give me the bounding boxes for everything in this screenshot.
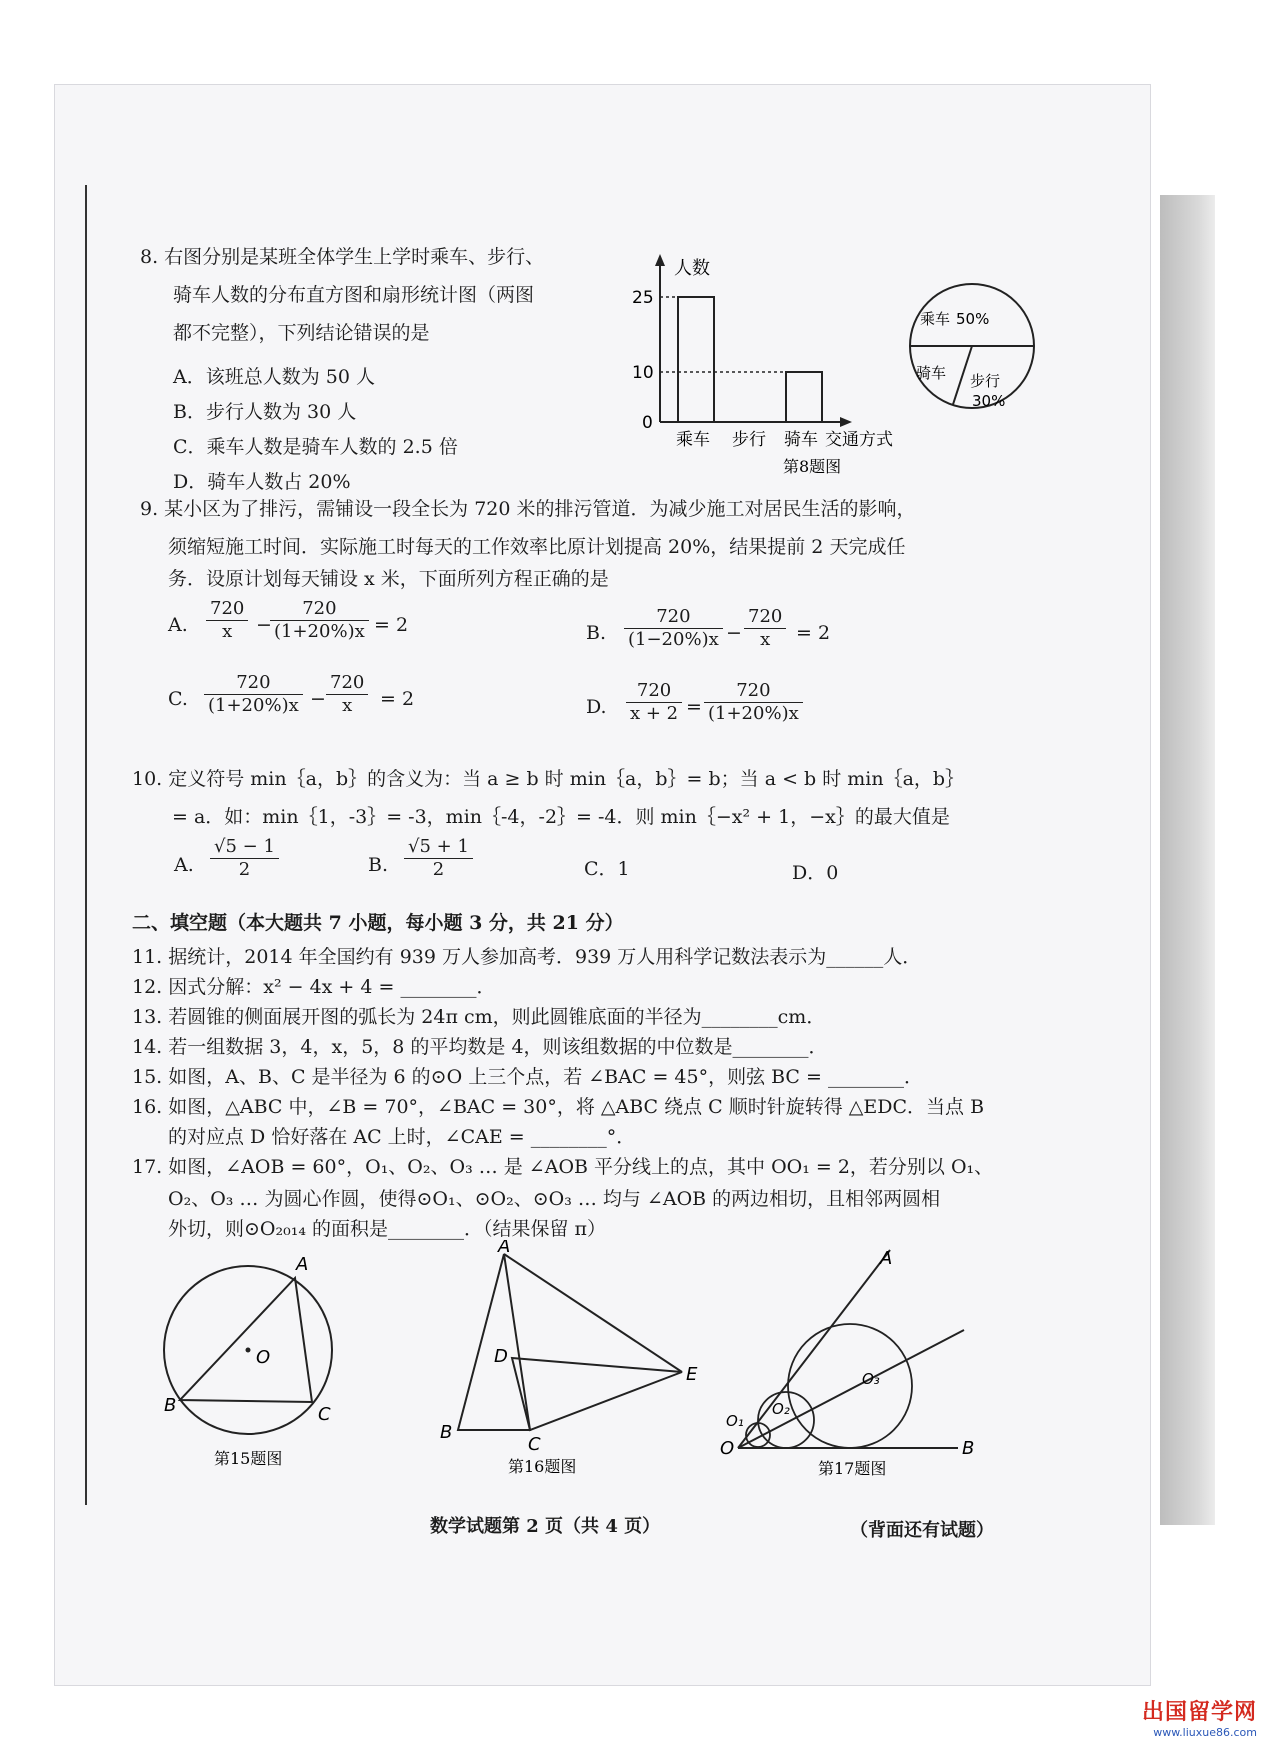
margin-line [85, 185, 87, 1505]
q9-c-op: − [310, 688, 326, 710]
q10-option-a-label: A. [174, 854, 194, 876]
q9-b-eq: = 2 [796, 622, 831, 644]
center-o [246, 1348, 251, 1353]
bar-qi-che [786, 372, 822, 422]
q10-line1: 10. 定义符号 min｛a，b｝的含义为：当 a ≥ b 时 min｛a，b｝= b；当 a < b 时 min｛a，b｝ [132, 768, 965, 790]
q15: 15. 如图，A、B、C 是半径为 6 的⊙O 上三个点，若 ∠BAC = 45°，则弦 BC = ________． [132, 1066, 923, 1088]
fig16-label-b: B [440, 1422, 453, 1443]
y-tick-10: 10 [632, 363, 654, 383]
q9-line3: 务．设原计划每天铺设 x 米，下面所列方程正确的是 [168, 568, 609, 590]
q10-option-b-label: B. [368, 854, 389, 876]
fig16 [430, 1240, 720, 1480]
q9-line1: 9. 某小区为了排污，需铺设一段全长为 720 米的排污管道．为减少施工对居民生活的影响， [140, 498, 916, 520]
q13: 13. 若圆锥的侧面展开图的弧长为 24π cm，则此圆锥底面的半径为________cm． [132, 1006, 826, 1028]
q17-line1: 17. 如图，∠AOB = 60°，O₁、O₂、O₃ … 是 ∠AOB 平分线上的点，其中 OO₁ = 2，若分别以 O₁、 [132, 1156, 994, 1178]
y-axis-arrow [655, 254, 665, 266]
q8-option-c: C．乘车人数是骑车人数的 2.5 倍 [173, 436, 458, 458]
q16-line2: 的对应点 D 恰好落在 AC 上时，∠CAE = ________°． [168, 1126, 636, 1148]
q9-option-a-label: A. [168, 614, 188, 636]
triangle-abc [458, 1254, 530, 1430]
watermark-text: 出国留学网 [1141, 1700, 1257, 1725]
fig17-label-o1: O₁ [726, 1412, 744, 1430]
q9-d-frac2: $\frac{720}{(1+20\%)x}$ [704, 680, 803, 725]
q9-b-frac2: $\frac{720}{x}$ [744, 606, 786, 651]
y-tick-25: 25 [632, 288, 654, 308]
fig17-label-o2: O₂ [772, 1400, 790, 1418]
fig17-caption: 第17题图 [818, 1459, 887, 1478]
q10-option-c: C．1 [584, 858, 630, 880]
q8-option-b: B．步行人数为 30 人 [173, 401, 357, 423]
pie-percent-bu-xing: 30% [972, 392, 1006, 410]
q9-c-frac2: $\frac{720}{x}$ [326, 672, 368, 717]
y-tick-0: 0 [642, 413, 653, 433]
circle-o3 [788, 1324, 912, 1448]
pie-label-cheng-che: 乘车 [920, 310, 951, 328]
q9-a-eq: = 2 [374, 614, 409, 636]
fig15 [150, 1240, 380, 1480]
q8-option-a: A．该班总人数为 50 人 [173, 366, 375, 388]
watermark [1142, 1695, 1257, 1739]
bisector [738, 1330, 964, 1448]
triangle-edc [512, 1358, 682, 1430]
fig16-label-a: A [498, 1240, 511, 1257]
watermark-url: www.liuxue86.com [1153, 1726, 1257, 1739]
q9-a-frac1: $\frac{720}{x}$ [206, 598, 248, 643]
fig15-label-b: B [164, 1395, 177, 1416]
x-cat-bu-xing: 步行 [732, 430, 766, 450]
q9-b-op: − [726, 622, 742, 644]
fig16-label-c: C [528, 1434, 541, 1455]
scan-shadow [1160, 195, 1215, 1525]
fig15-label-o: O [256, 1347, 271, 1368]
q10-option-d: D．0 [792, 862, 839, 884]
q9-option-c-label: C. [168, 688, 188, 710]
fig16-caption: 第16题图 [508, 1457, 577, 1476]
segment-ae [504, 1254, 682, 1372]
pie-percent-cheng-che: 50% [956, 310, 990, 328]
q9-b-frac1: $\frac{720}{(1-20\%)x}$ [624, 606, 723, 651]
q16-line1: 16. 如图，△ABC 中，∠B = 70°，∠BAC = 30°，将 △ABC 绕点 C 顺时针旋转得 △EDC．当点 B [132, 1096, 985, 1118]
q10-b-frac: $\frac{√5 + 1}{2}$ [404, 836, 473, 881]
q8-figure-caption: 第8题图 [783, 457, 842, 476]
x-axis-label: 交通方式 [825, 430, 893, 450]
pie-label-qi-che: 骑车 [916, 364, 947, 382]
q14: 14. 若一组数据 3，4，x，5，8 的平均数是 4，则该组数据的中位数是________． [132, 1036, 828, 1058]
q10-a-frac: $\frac{√5 - 1}{2}$ [210, 836, 279, 881]
q9-option-d-label: D. [586, 696, 607, 718]
x-axis-arrow [840, 417, 852, 427]
fig15-label-c: C [318, 1404, 331, 1425]
q9-d-frac1: $\frac{720}{x + 2}$ [626, 680, 682, 725]
q8-line2: 骑车人数的分布直方图和扇形统计图（两图 [173, 284, 535, 306]
fig17-label-a: A [880, 1248, 893, 1269]
q9-c-eq: = 2 [380, 688, 415, 710]
page-footer: 数学试题第 2 页（共 4 页） [430, 1516, 661, 1537]
q17-line2: O₂、O₃ … 为圆心作圆，使得⊙O₁、⊙O₂、⊙O₃ … 均与 ∠AOB 的两边相切，且相邻两圆相 [168, 1188, 941, 1210]
x-cat-cheng-che: 乘车 [676, 430, 710, 450]
y-axis-label: 人数 [674, 258, 710, 279]
fig17-label-b: B [962, 1438, 975, 1459]
fig16-label-e: E [686, 1364, 698, 1385]
q9-d-op: = [686, 696, 702, 718]
fig16-label-d: D [494, 1346, 508, 1367]
x-cat-qi-che: 骑车 [784, 430, 818, 450]
q12: 12. 因式分解：x² − 4x + 4 = ________． [132, 976, 496, 998]
q8-option-d: D．骑车人数占 20% [173, 471, 351, 493]
bar-cheng-che [678, 297, 714, 422]
q9-line2: 须缩短施工时间．实际施工时每天的工作效率比原计划提高 20%，结果提前 2 天完成任 [168, 536, 906, 558]
q9-c-frac1: $\frac{720}{(1+20\%)x}$ [204, 672, 303, 717]
section-2-heading: 二、填空题（本大题共 7 小题，每小题 3 分，共 21 分） [132, 912, 624, 934]
q17-line3: 外切，则⊙O₂₀₁₄ 的面积是________．（结果保留 π） [168, 1218, 607, 1240]
fig17-label-o3: O₃ [862, 1370, 880, 1388]
fig15-label-a: A [296, 1254, 309, 1275]
q10-line2: = a．如：min｛1，-3｝= -3，min｛-4，-2｝= -4．则 min｛−x² + 1，−x｝的最大值是 [172, 806, 950, 828]
pie-label-bu-xing: 步行 [970, 372, 1001, 390]
triangle-abc [180, 1278, 312, 1402]
q9-a-frac2: $\frac{720}{(1+20\%)x}$ [270, 598, 369, 643]
fig17 [720, 1240, 1000, 1480]
q8-line1: 8. 右图分别是某班全体学生上学时乘车、步行、 [140, 246, 545, 268]
q9-a-op: − [256, 614, 272, 636]
q11: 11. 据统计，2014 年全国约有 939 万人参加高考．939 万人用科学记数法表示为______人． [132, 946, 922, 968]
footer-note: （背面还有试题） [850, 1520, 994, 1541]
q9-option-b-label: B. [586, 622, 607, 644]
fig17-label-o: O [720, 1438, 735, 1459]
q8-figure [620, 250, 1040, 480]
fig15-caption: 第15题图 [214, 1449, 283, 1468]
q8-line3: 都不完整），下列结论错误的是 [173, 322, 430, 344]
